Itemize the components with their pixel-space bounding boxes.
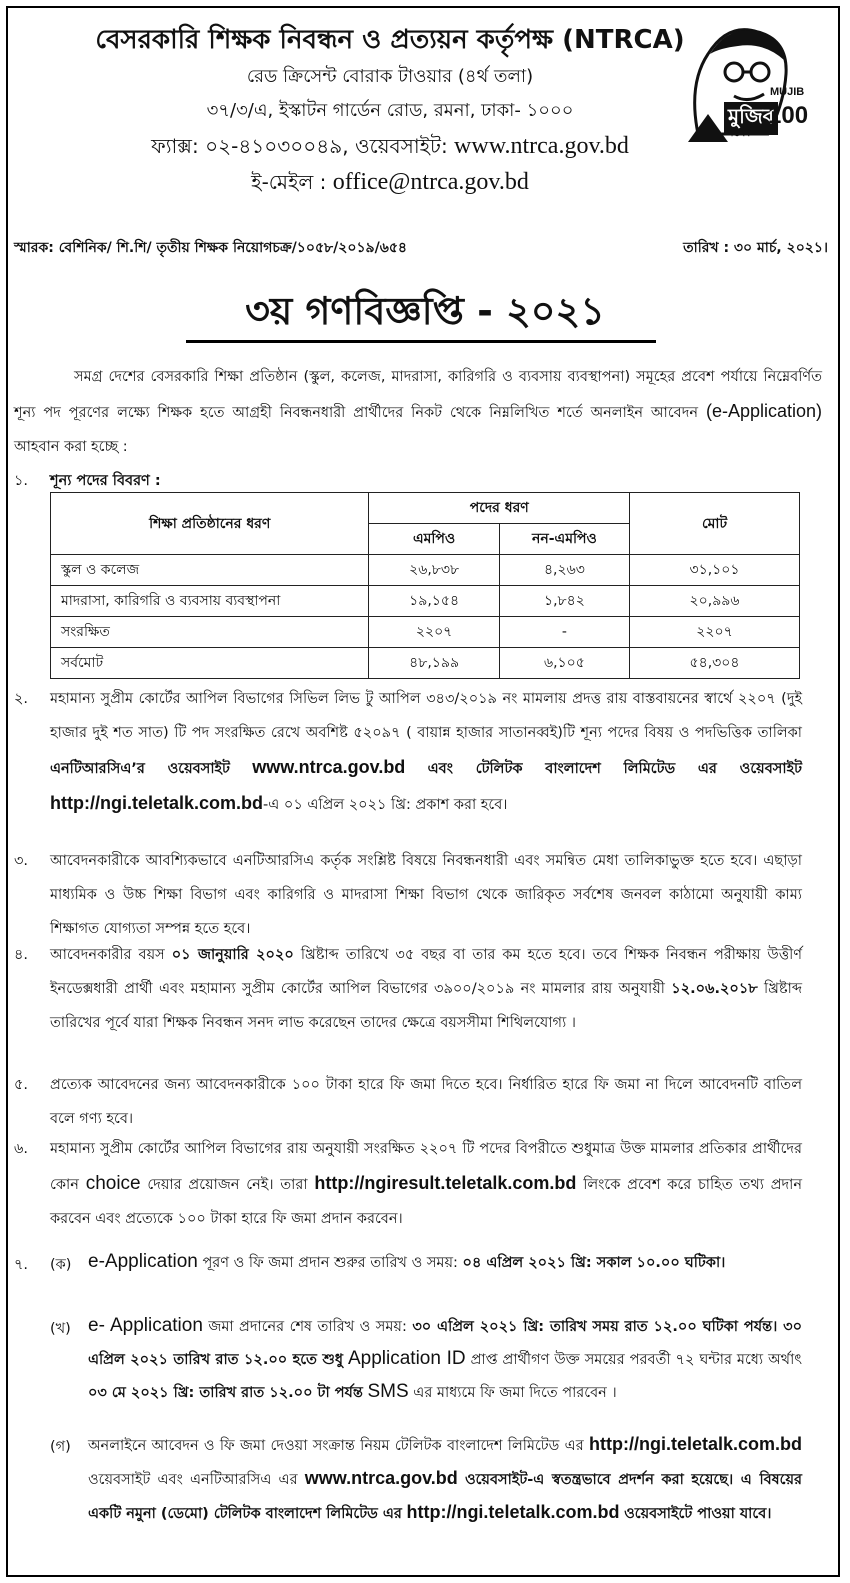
- row-mpo: ২৬,৮৩৮: [369, 555, 499, 586]
- ntrca-website-link-2[interactable]: www.ntrca.gov.bd: [304, 1468, 458, 1488]
- logo-script-text: মুজিব: [724, 102, 778, 135]
- point-4-text: আবেদনকারীর বয়স ০১ জানুয়ারি ২০২০ খ্রিষ্টাব্দ তারিখে ৩৫ বছর বা তার কম হতে হবে। তবে শিক্ষক নিবন্ধন পরীক্ষায় উত্তীর্ণ ইনডেক্সধারী প্রার্থী এবং মহামান্য সুপ্রীম কোর্টের আপিল বিভাগের ৩৯০০/২০১৯ নং মামলার রায় অনুযায়ী ১২.০৬.২০১৮ খ্রিষ্টাব্দ তারিখের পূর্বে যারা শিক্ষক নিবন্ধন সনদ লাভ করেছেন তাদের ক্ষেত্রে বয়সসীমা শিথিলযোগ্য ।: [50, 947, 803, 1031]
- point-7a-label: (ক): [50, 1257, 72, 1273]
- section-number: ১.: [14, 473, 29, 489]
- point-5-text: প্রত্যেক আবেদনের জন্য আবেদনকারীকে ১০০ টাকা হারে ফি জমা দিতে হবে। নির্ধারিত হারে ফি জমা না দিলে আবেদনটি বাতিল বলে গণ্য হবে।: [50, 1077, 802, 1127]
- logo-mujib-text: MUJIB: [770, 86, 805, 98]
- point-7b-label: (খ): [50, 1321, 71, 1337]
- row-type: মাদরাসা, কারিগরি ও ব্যবসায় ব্যবস্থাপনা: [51, 586, 369, 617]
- row-non-mpo: ৬,১০৫: [499, 648, 629, 679]
- row-type: স্কুল ও কলেজ: [51, 555, 369, 586]
- building-name: রেড ক্রিসেন্ট বোরাক টাওয়ার (৪র্থ তলা): [246, 66, 534, 87]
- table-row: [51, 586, 800, 617]
- row-non-mpo: -: [499, 617, 629, 648]
- ngiresult-link[interactable]: http://ngiresult.teletalk.com.bd: [314, 1173, 577, 1193]
- point-6-number: ৬.: [14, 1141, 29, 1157]
- header-mpo: এমপিও: [369, 524, 499, 555]
- email-line: [90, 164, 690, 200]
- row-non-mpo: ৪,২৬৩: [499, 555, 629, 586]
- row-mpo: ৪৮,১৯৯: [369, 648, 499, 679]
- row-mpo: ২২০৭: [369, 617, 499, 648]
- header-non-mpo: নন-এমপিও: [499, 524, 629, 555]
- table-row: [51, 555, 800, 586]
- intro-paragraph: সমগ্র দেশের বেসরকারি শিক্ষা প্রতিষ্ঠান (স্কুল, কলেজ, মাদরাসা, কারিগরি ও ব্যবসায় ব্যবস্থাপনা) সমূহের প্রবেশ পর্যায়ে নিম্নেবর্ণিত শূন্য পদ পূরণের লক্ষ্যে শিক্ষক হতে আগ্রহী নিবন্ধনধারী প্রার্থীদের নিকট থেকে নিম্নলিখিত শর্তে অনলাইন আবেদন (e-Application) আহবান করা হচ্ছে :: [14, 369, 823, 455]
- point-7c-label: (গ): [50, 1439, 71, 1455]
- row-total: ২০,৯৯৬: [630, 586, 800, 617]
- fax-label: ফ্যাক্স: ০২-৪১০৩০০৪৯, ওয়েবসাইট:: [151, 134, 448, 158]
- header-total: মোট: [630, 493, 800, 555]
- point-7b-text: e- Application জমা প্রদানের শেষ তারিখ ও সময়: ৩০ এপ্রিল ২০২১ খ্রি: তারিখ সময় রাত ১২.০০ ঘটিকা পর্যন্ত। ৩০ এপ্রিল ২০২১ তারিখ রাত ১২.০০ হতে শুধু Application ID প্রাপ্ত প্রার্থীগণ উক্ত সময়ের পরবর্তী ৭২ ঘন্টার মধ্যে অর্থাৎ ০৩ মে ২০২১ খ্রি: তারিখ রাত ১২.০০ টা পর্যন্ত SMS এর মাধ্যমে ফি জমা দিতে পারবেন ।: [88, 1315, 803, 1402]
- table-row: [51, 648, 800, 679]
- logo-script-sub: শতবর্ষ: [728, 129, 751, 139]
- mujib-centenary-logo: [668, 14, 828, 144]
- point-7-number: ৭.: [14, 1257, 29, 1273]
- fax-website-line: [90, 128, 690, 164]
- point-7a-text: e-Application পূরণ ও ফি জমা প্রদান শুরুর তারিখ ও সময়: ০৪ এপ্রিল ২০২১ খ্রি: সকাল ১০.০০ ঘটিকা।: [88, 1251, 726, 1272]
- ntrca-website-label: এনটিআরসিএ’র ওয়েবসাইট: [50, 761, 230, 777]
- address: ৩৭/৩/এ, ইস্কাটন গার্ডেন রোড, রমনা, ঢাকা- ১০০০: [206, 100, 574, 121]
- teletalk-ngi-link-3[interactable]: http://ngi.teletalk.com.bd: [406, 1502, 620, 1522]
- website-link[interactable]: www.ntrca.gov.bd: [454, 133, 629, 159]
- header-institution: শিক্ষা প্রতিষ্ঠানের ধরণ: [51, 493, 369, 555]
- point-5-number: ৫.: [14, 1077, 29, 1093]
- organization-name: বেসরকারি শিক্ষক নিবন্ধন ও প্রত্যয়ন কর্তৃপক্ষ (NTRCA): [95, 25, 685, 55]
- teletalk-website-label: এবং টেলিটক বাংলাদেশ লিমিটেড এর ওয়েবসাইট: [427, 761, 803, 777]
- memo-date: তারিখ : ৩০ মার্চ, ২০২১।: [683, 240, 828, 256]
- teletalk-ngi-link[interactable]: http://ngi.teletalk.com.bd: [50, 793, 264, 813]
- email-label: ই-মেইল :: [251, 170, 327, 194]
- ntrca-website-link[interactable]: www.ntrca.gov.bd: [252, 757, 406, 777]
- point-3-number: ৩.: [14, 853, 29, 869]
- section-title: শূন্য পদের বিবরণ :: [50, 473, 161, 489]
- email-link[interactable]: office@ntrca.gov.bd: [332, 169, 529, 195]
- point-7c-text: অনলাইনে আবেদন ও ফি জমা দেওয়া সংক্রান্ত নিয়ম টেলিটক বাংলাদেশ লিমিটেড এর http://ngi.teletalk.com.bd ওয়েবসাইট এবং এনটিআরসিএ এর www.ntrca.gov.bd ওয়েবসাইট-এ স্বতন্ত্রভাবে প্রদর্শন করা হয়েছে। এ বিষয়ের একটি নমুনা (ডেমো) টেলিটক বাংলাদেশ লিমিটেড এর http://ngi.teletalk.com.bd ওয়েবসাইটে পাওয়া যাবে।: [88, 1434, 803, 1522]
- e-application-term: (e-Application): [705, 401, 823, 421]
- header-post-type: পদের ধরণ: [369, 493, 630, 524]
- row-mpo: ১৯,১৫৪: [369, 586, 499, 617]
- logo-100-text: 100: [768, 102, 809, 129]
- row-type: সর্বমোট: [51, 648, 369, 679]
- vacancy-table: [50, 492, 800, 679]
- notice-title: ৩য় গণবিজ্ঞপ্তি - ২০২১: [245, 289, 605, 333]
- point-2-text: মহামান্য সুপ্রীম কোর্টের আপিল বিভাগের সিভিল লিভ টু আপিল ৩৪৩/২০১৯ নং মামলায় প্রদত্ত রায় বাস্তবায়নের স্বার্থে ২২০৭ (দুই হাজার দুই শত সাত) টি পদ সংরক্ষিত রেখে অবশিষ্ট ৫২০৯৭ ( বায়ান্ন হাজার সাতানব্বই)টি শূন্য পদের বিষয় ও পদভিত্তিক তালিকা এনটিআরসিএ’র ওয়েবসাইট www.ntrca.gov.bd এবং টেলিটক বাংলাদেশ লিমিটেড এর ওয়েবসাইট http://ngi.teletalk.com.bd-এ ০১ এপ্রিল ২০২১ খ্রি: প্রকাশ করা হবে।: [50, 691, 803, 813]
- point-3-text: আবেদনকারীকে আবশ্যিকভাবে এনটিআরসিএ কর্তৃক সংশ্লিষ্ট বিষয়ে নিবন্ধনধারী এবং সমন্বিত মেধা তালিকাভুক্ত হতে হবে। এছাড়া মাধ্যমিক ও উচ্চ শিক্ষা বিভাগ এবং কারিগরি ও মাদরাসা শিক্ষা বিভাগ থেকে জারিকৃত সর্বশেষ জনবল কাঠামো অনুযায়ী কাম্য শিক্ষাগত যোগ্যতা সম্পন্ন হতে হবে।: [50, 853, 802, 937]
- memo-line: [14, 236, 834, 260]
- row-total: ২২০৭: [630, 617, 800, 648]
- row-total: ৩১,১০১: [630, 555, 800, 586]
- row-non-mpo: ১,৮৪২: [499, 586, 629, 617]
- title-underline: [186, 340, 656, 343]
- point-2-number: ২.: [14, 691, 29, 707]
- row-type: সংরক্ষিত: [51, 617, 369, 648]
- row-total: ৫৪,৩০৪: [630, 648, 800, 679]
- point-6-text: মহামান্য সুপ্রীম কোর্টের আপিল বিভাগের রায় অনুযায়ী সংরক্ষিত ২২০৭ টি পদের বিপরীতে শুধুমাত্র উক্ত মামলার প্রতিকার প্রার্থীদের কোন choice দেয়ার প্রয়োজন নেই। তারা http://ngiresult.teletalk.com.bd লিংকে প্রবেশ করে চাহিত তথ্য প্রদান করবেন এবং প্রত্যেকে ১০০ টাকা হারে ফি জমা প্রদান করবেন।: [50, 1141, 803, 1227]
- point-4-number: ৪.: [14, 947, 29, 963]
- letterhead: [90, 20, 690, 200]
- memo-number: স্মারক: বেশিনিক/ শি.শি/ তৃতীয় শিক্ষক নিয়োগচক্র/১০৫৮/২০১৯/৬৫৪: [14, 240, 408, 256]
- table-row: [51, 617, 800, 648]
- teletalk-ngi-link-2[interactable]: http://ngi.teletalk.com.bd: [588, 1434, 802, 1454]
